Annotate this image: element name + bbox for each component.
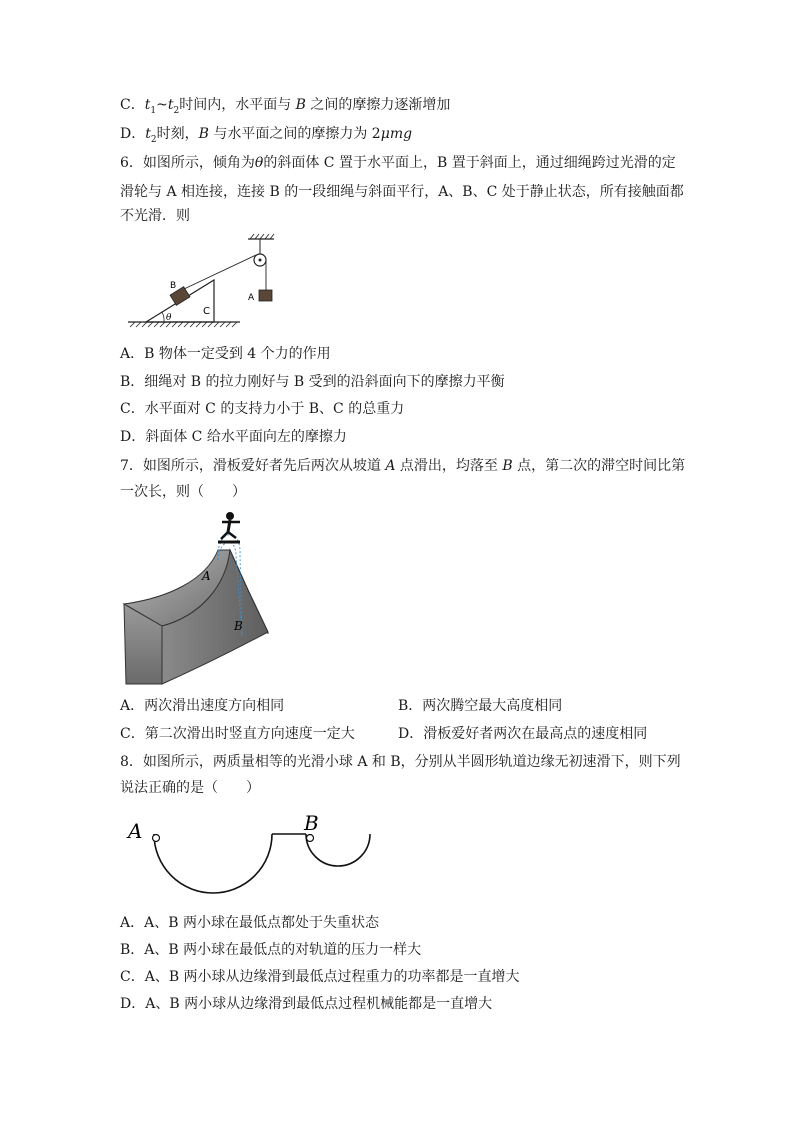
q5-option-d: D．$t_2$时刻，B 与水平面之间的摩擦力为 2μmg — [120, 126, 413, 145]
q5-option-c: C．$t_1\sim t_2$时间内，水平面与 B 之间的摩擦力逐渐增加 — [120, 97, 451, 116]
q8-stem-line2: 说法正确的是（ ） — [120, 780, 260, 796]
ball-a — [153, 835, 160, 842]
q8-track-figure — [118, 808, 388, 908]
q8-option-d: D．A、B 两小球从边缘滑到最低点过程机械能都是一直增大 — [120, 996, 493, 1012]
theta-arc — [162, 312, 164, 322]
q7-stem-line1: 7．如图所示，滑板爱好者先后两次从坡道 A 点滑出，均落至 B 点，第二次的滞空时间比第 — [120, 458, 686, 474]
q6-stem-line2: 滑轮与 A 相连接，连接 B 的一段细绳与斜面平行，A、B、C 处于静止状态，所有接触面都 — [120, 184, 684, 200]
label-a: A — [248, 293, 255, 303]
ground-hatching — [130, 322, 237, 327]
large-semicircle-track — [154, 834, 272, 893]
q6-option-b: B．细绳对 B 的拉力刚好与 B 受到的沿斜面向下的摩擦力平衡 — [120, 374, 505, 390]
q6-option-d: D．斜面体 C 给水平面向左的摩擦力 — [120, 429, 347, 445]
q8-option-a: A．A、B 两小球在最低点都处于失重状态 — [120, 915, 379, 931]
label-c: C — [203, 306, 210, 317]
rope-to-b — [184, 255, 256, 289]
block-a — [259, 290, 272, 301]
q7-stem-line2: 一次长，则（ ） — [120, 484, 246, 500]
ceiling-hatching — [250, 234, 274, 239]
q7-option-c: C．第二次滑出时竖直方向速度一定大 — [120, 726, 355, 742]
label-b: B — [170, 281, 177, 291]
q8-stem-line1: 8．如图所示，两质量相等的光滑小球 A 和 B，分别从半圆形轨道边缘无初速滑下，则下列 — [120, 754, 681, 770]
q6-stem-line1: 6．如图所示，倾角为θ的斜面体 C 置于水平面上，B 置于斜面上，通过细绳跨过光滑的定 — [120, 155, 676, 171]
q8-option-b: B．A、B 两小球在最低点的对轨道的压力一样大 — [120, 942, 422, 958]
q6-incline-figure — [118, 232, 288, 332]
q7-option-d: D．滑板爱好者两次在最高点的速度相同 — [398, 726, 648, 742]
q7-ramp-figure — [118, 508, 278, 688]
q7-option-b: B．两次腾空最大高度相同 — [398, 698, 563, 714]
q6-option-c: C．水平面对 C 的支持力小于 B、C 的总重力 — [120, 401, 405, 417]
ball-b — [307, 835, 314, 842]
label-b: B — [234, 619, 243, 633]
label-a: A — [128, 819, 143, 843]
small-semicircle-track — [306, 834, 370, 866]
q7-option-a: A．两次滑出速度方向相同 — [120, 698, 285, 714]
q6-option-a: A．B 物体一定受到 4 个力的作用 — [120, 346, 331, 362]
q8-option-c: C．A、B 两小球从边缘滑到最低点过程重力的功率都是一直增大 — [120, 969, 520, 985]
label-b: B — [304, 811, 319, 835]
theta-label: θ — [166, 313, 172, 323]
label-a: A — [202, 569, 211, 583]
skater-icon — [218, 513, 240, 543]
q6-stem-line3: 不光滑．则 — [120, 208, 190, 224]
